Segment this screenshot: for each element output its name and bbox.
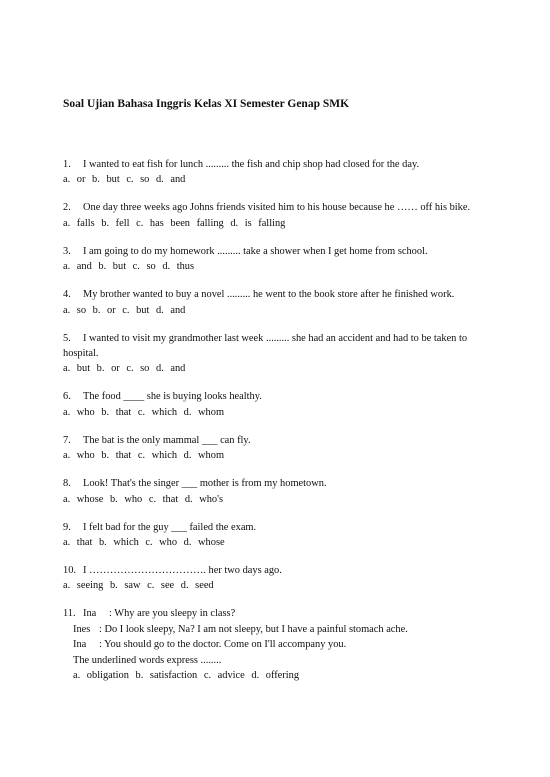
question-number: 2.: [63, 202, 71, 214]
dialog-speaker: Ina: [73, 639, 87, 651]
dialog-speaker: Ina: [83, 608, 97, 620]
question-stem: I wanted to visit my grandmother last week ......... she had an accident and had to be taken to hospital.: [63, 332, 468, 360]
question-stem: Look! That's the singer ___ mother is from my hometown.: [83, 478, 327, 490]
question-stem: My brother wanted to buy a novel ......... he went to the book store after he finished work.: [83, 289, 455, 301]
question-10: [63, 563, 503, 594]
question-stem: I wanted to eat fish for lunch ......... the fish and chip shop had closed for the day.: [83, 159, 420, 170]
question-options: a. or b. but c. so d. and: [63, 174, 186, 186]
question-3: [63, 244, 503, 275]
question-number: 11.: [63, 608, 76, 620]
question-stem: I am going to do my homework ......... take a shower when I get home from school.: [83, 245, 428, 257]
question-stem: The food ____ she is buying looks healthy.: [83, 391, 262, 403]
question-11: [63, 606, 503, 683]
question-5: [63, 331, 503, 377]
question-number: 6.: [63, 391, 71, 403]
question-stem: The bat is the only mammal ___ can fly.: [83, 434, 251, 446]
question-number: 3.: [63, 245, 71, 257]
dialog-text: : Do I look sleepy, Na? I am not sleepy, but I have a painful stomach ache.: [99, 623, 408, 635]
question-stem: One day three weeks ago Johns friends visited him to his house because he …… off his bike.: [83, 202, 471, 214]
question-options: a. who b. that c. which d. whom: [63, 450, 225, 462]
dialog-speaker: Ines: [73, 623, 91, 635]
question-number: 7.: [63, 434, 71, 446]
question-7: [63, 433, 503, 464]
dialog-line: [73, 622, 503, 637]
question-4: [63, 287, 503, 318]
question-prompt: The underlined words express ........: [73, 654, 222, 666]
question-options: a. who b. that c. which d. whom: [63, 406, 225, 418]
document-title: Soal Ujian Bahasa Inggris Kelas XI Semester Genap SMK: [63, 98, 350, 110]
question-number: 9.: [63, 521, 71, 533]
question-8: [63, 476, 503, 507]
question-number: 4.: [63, 289, 71, 301]
dialog-text: : Why are you sleepy in class?: [109, 608, 236, 620]
question-number: 5.: [63, 332, 71, 344]
question-options: a. and b. but c. so d. thus: [63, 261, 195, 273]
question-options: a. obligation b. satisfaction c. advice d. offering: [73, 670, 300, 682]
question-2: [63, 200, 503, 231]
question-options: a. whose b. who c. that d. who's: [63, 493, 224, 505]
question-options: a. so b. or c. but d. and: [63, 304, 186, 316]
question-number: 10.: [63, 565, 76, 577]
question-6: [63, 389, 503, 420]
question-number: 8.: [63, 478, 71, 490]
question-number: 1.: [63, 159, 71, 170]
question-options: a. seeing b. saw c. see d. seed: [63, 580, 214, 592]
question-stem: I felt bad for the guy ___ failed the exam.: [83, 521, 257, 533]
question-1: [63, 157, 503, 188]
question-options: a. but b. or c. so d. and: [63, 363, 186, 375]
dialog-line: [73, 637, 503, 652]
question-options: a. falls b. fell c. has been falling d. is falling: [63, 217, 286, 229]
dialog-block: [63, 622, 503, 684]
question-stem: I ……………………………. her two days ago.: [83, 565, 282, 577]
dialog-text: : You should go to the doctor. Come on I'll accompany you.: [99, 639, 347, 651]
question-9: [63, 520, 503, 551]
question-options: a. that b. which c. who d. whose: [63, 537, 225, 549]
question-list: [63, 157, 503, 696]
